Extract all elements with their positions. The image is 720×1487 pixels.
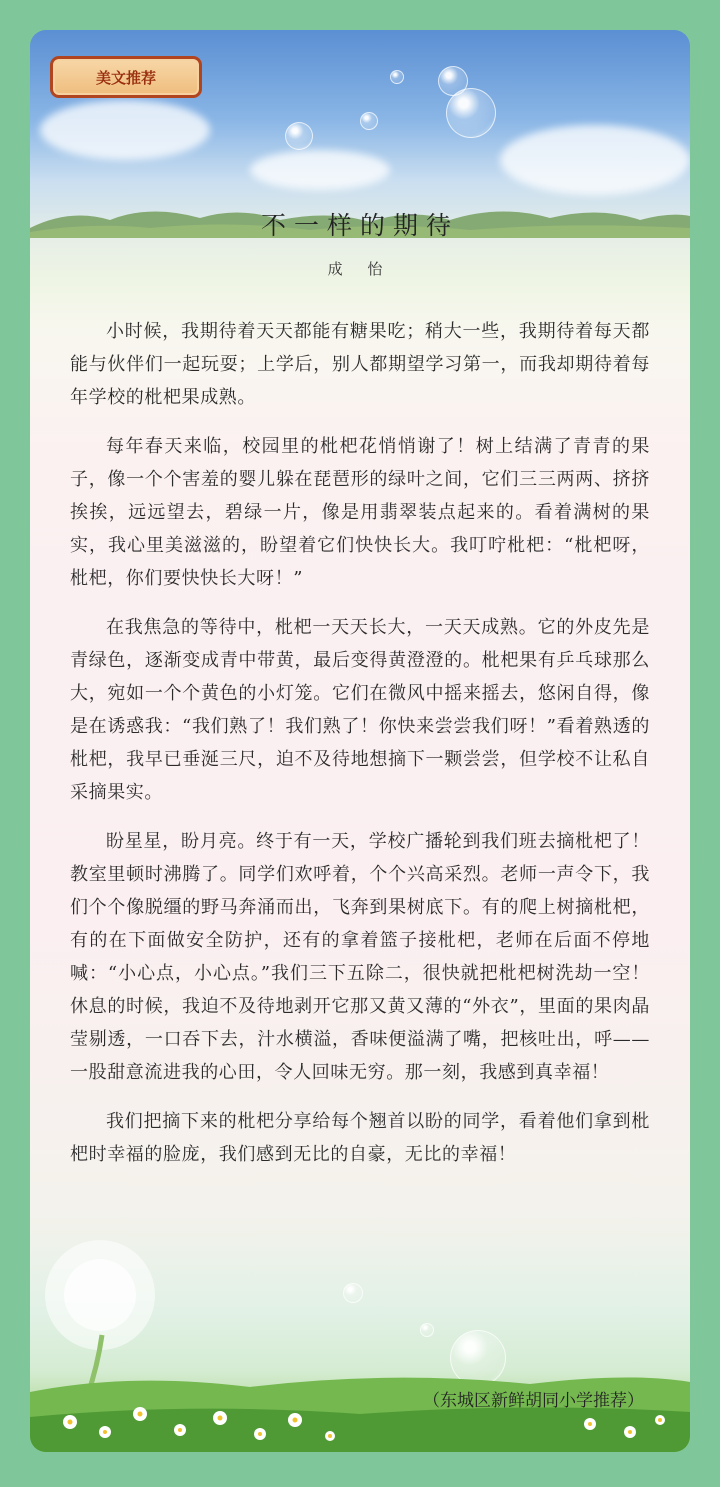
paragraph: 我们把摘下来的枇杷分享给每个翘首以盼的同学，看着他们拿到枇杷时幸福的脸庞，我们感到无比的自豪，无比的幸福！ bbox=[70, 1111, 650, 1165]
cloud bbox=[500, 125, 690, 195]
recommendation-source: （东城区新鲜胡同小学推荐） bbox=[423, 1391, 644, 1411]
cloud bbox=[250, 150, 390, 190]
bubble bbox=[446, 88, 496, 138]
paragraph: 盼星星，盼月亮。终于有一天，学校广播轮到我们班去摘枇杷了！教室里顿时沸腾了。同学们欢呼着，个个兴高采烈。老师一声令下，我们个个像脱缰的野马奔涌而出，飞奔到果树底下。有的爬上树摘枇杷，有的在下面做安全防护，还有的拿着篮子接枇杷，老师在后面不停地喊：“小心点，小心点。”我们三下五除二，很快就把枇杷树洗劫一空！休息的时候，我迫不及待地剥开它那又黄又薄的“外衣”，里面的果肉晶莹剔透，一口吞下去，汁水横溢，香味便溢满了嘴，把核吐出，呼——一股甜意流进我的心田，令人回味无穷。那一刻，我感到真幸福！ bbox=[70, 831, 650, 1083]
article-body bbox=[70, 315, 650, 1187]
bubble bbox=[360, 112, 378, 130]
paragraph: 每年春天来临，校园里的枇杷花悄悄谢了！树上结满了青青的果子，像一个个害羞的婴儿躲在琵琶形的绿叶之间，它们三三两两、挤挤挨挨，远远望去，碧绿一片，像是用翡翠装点起来的。看着满树的果实，我心里美滋滋的，盼望着它们快快长大。我叮咛枇杷：“枇杷呀，枇杷，你们要快快长大呀！” bbox=[70, 436, 650, 589]
paragraph: 在我焦急的等待中，枇杷一天天长大，一天天成熟。它的外皮先是青绿色，逐渐变成青中带黄，最后变得黄澄澄的。枇杷果有乒乓球那么大，宛如一个个黄色的小灯笼。它们在微风中摇来摇去，悠闲自得，像是在诱惑我：“我们熟了！我们熟了！你快来尝尝我们呀！”看着熟透的枇杷，我早已垂涎三尺，迫不及待地想摘下一颗尝尝，但学校不让私自采摘果实。 bbox=[70, 617, 650, 803]
paragraph: 小时候，我期待着天天都能有糖果吃；稍大一些，我期待着每天都能与伙伴们一起玩耍；上学后，别人都期望学习第一，而我却期待着每年学校的枇杷果成熟。 bbox=[70, 321, 650, 408]
category-tag: 美文推荐 bbox=[50, 56, 202, 98]
article-author: 成 怡 bbox=[327, 260, 393, 278]
bubble bbox=[390, 70, 404, 84]
article-card bbox=[30, 30, 690, 1452]
cloud bbox=[40, 100, 210, 160]
bubble bbox=[285, 122, 313, 150]
bubble bbox=[343, 1283, 363, 1303]
article-title: 不一样的期待 bbox=[260, 211, 459, 240]
